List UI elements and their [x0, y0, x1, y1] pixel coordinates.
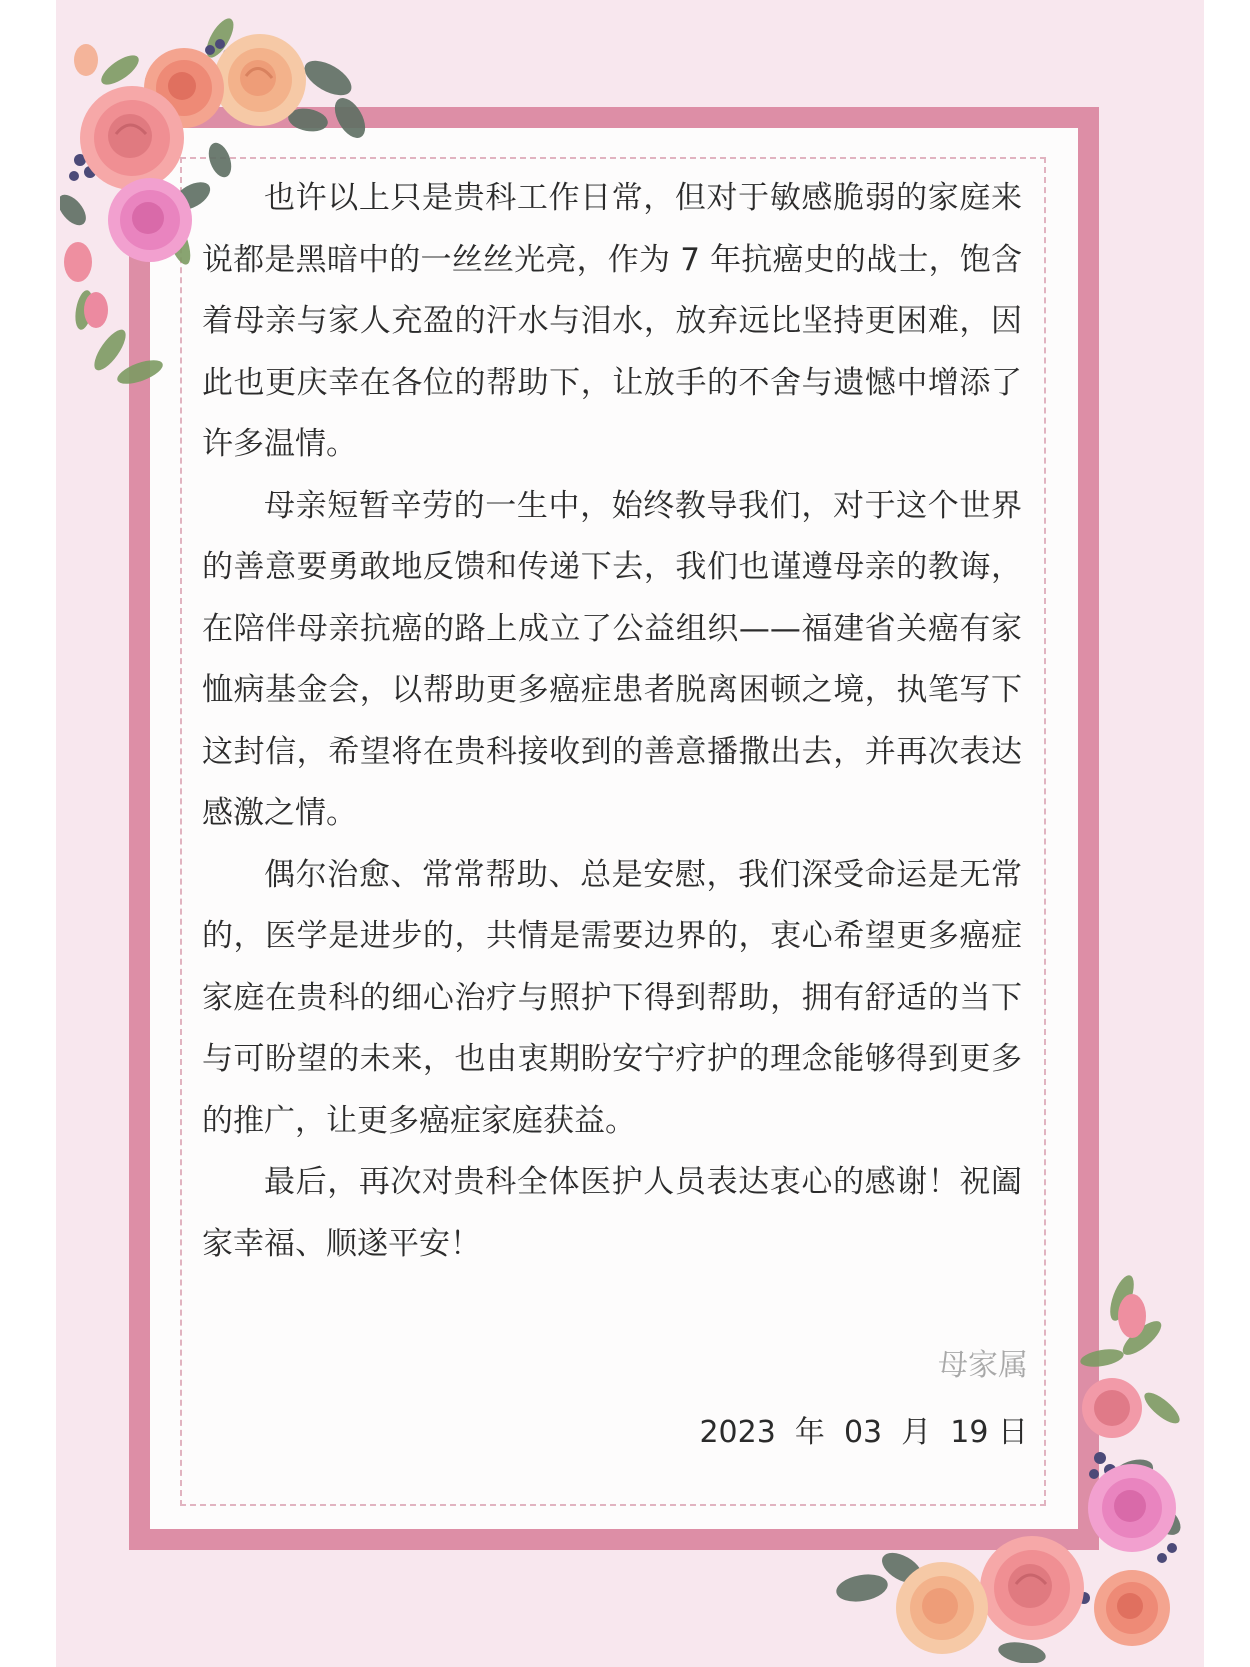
paragraph-3: 偶尔治愈、常常帮助、总是安慰，我们深受命运是无常的，医学是进步的，共情是需要边界的，衷心希望更多癌症家庭在贵科的细心治疗与照护下得到帮助，拥有舒适的当下与可盼望的未来，也由衷期盼安宁疗护的理念能够得到更多的推广，让更多癌症家庭获益。 — [202, 856, 1022, 1139]
paragraph-1: 也许以上只是贵科工作日常，但对于敏感脆弱的家庭来说都是黑暗中的一丝丝光亮，作为 7 年抗癌史的战士，饱含着母亲与家人充盈的汗水与泪水，放弃远比坚持更困难，因此也更庆幸在各位的帮助下，让放手的不舍与遗憾中增添了许多温情。 — [202, 180, 1022, 462]
paragraph-2: 母亲短暂辛劳的一生中，始终教导我们，对于这个世界的善意要勇敢地反馈和传递下去，我们也谨遵母亲的教诲，在陪伴母亲抗癌的路上成立了公益组织——福建省关癌有家恤病基金会，以帮助更多癌症患者脱离困顿之境，执笔写下这封信，希望将在贵科接收到的善意播撒出去，并再次表达感激之情。 — [202, 487, 1022, 831]
letter-date: 2023 年 03 月 19 日 — [699, 1415, 1028, 1450]
letter-body — [202, 168, 1022, 1275]
paragraph-4: 最后，再次对贵科全体医护人员表达衷心的感谢！祝阖家幸福、顺遂平安！ — [202, 1164, 1022, 1262]
signature: 母家属 — [938, 1348, 1028, 1383]
bottom-right-rose-bouquet-icon — [832, 1258, 1192, 1663]
